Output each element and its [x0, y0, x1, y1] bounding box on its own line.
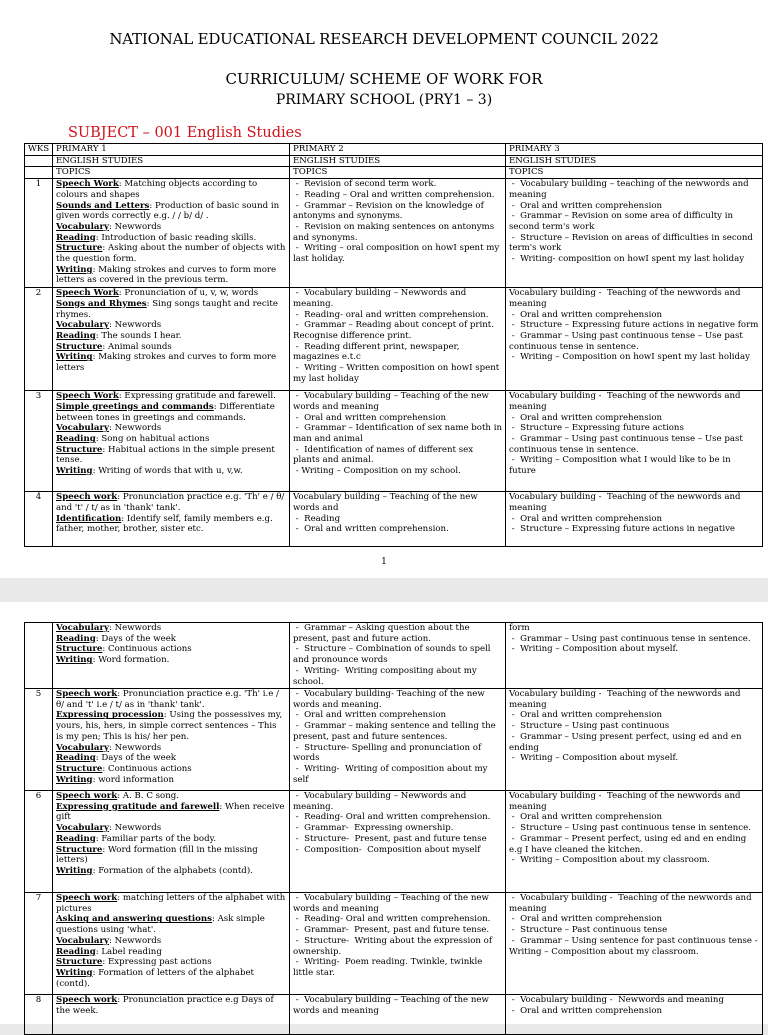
- topic-entry: [56, 514, 286, 535]
- topic-line: - Oral and written comprehension: [509, 812, 663, 823]
- topic-entry: [56, 936, 286, 947]
- primary-1-cell: [53, 623, 290, 689]
- topic-line: - Grammar – Identification of sex name both in man and animal: [293, 423, 505, 444]
- topic-line: - Vocabulary building - Teaching of the newwords and meaning: [509, 893, 755, 914]
- primary-3-cell: [506, 391, 763, 492]
- topic-label: Writing: [56, 352, 93, 363]
- topic-text: : Making strokes and curves to form more letters: [56, 352, 279, 374]
- topic-line: form: [509, 623, 530, 633]
- topic-label: Vocabulary: [56, 935, 110, 946]
- topic-line: - Grammar – Using present perfect, using ed and en ending: [509, 731, 745, 753]
- table-row: [25, 391, 763, 492]
- week-rows-page-1: [25, 179, 763, 547]
- topic-text: : Pronunciation practice e.g. 'Th' e / θ/ and 't' / t/ as in 'thank' tank'.: [56, 492, 288, 513]
- topic-entry: [56, 423, 286, 434]
- topic-line: - Writing – Composition on howI spent my last holiday: [509, 352, 751, 363]
- topic-text: : Days of the week: [95, 753, 176, 764]
- topic-entry: [56, 775, 286, 786]
- topic-line: - Oral and written comprehension: [509, 710, 663, 721]
- week-number: 4: [25, 492, 53, 547]
- studies-label-3: ENGLISH STUDIES: [506, 155, 763, 167]
- topic-text: : Newwords: [109, 935, 162, 946]
- topic-line: - Grammar – Using past continuous tense in sentence.: [509, 633, 751, 644]
- topic-label: Vocabulary: [56, 221, 110, 232]
- primary-1-cell: [53, 893, 290, 995]
- topic-text: : Habitual actions in the simple present tense.: [56, 444, 278, 466]
- topic-line: - Writing- Writing compositing about my school.: [293, 665, 480, 687]
- topic-line: - Writing – Written composition on howI spent my last holiday: [293, 363, 502, 384]
- topic-line: - Oral and written comprehension: [509, 914, 663, 925]
- topic-entry: [56, 655, 286, 666]
- topic-entry: [56, 179, 286, 200]
- document-page-2: [0, 602, 768, 1024]
- topic-line: - Structure – Revision on areas of difficulties in second term's work: [509, 232, 756, 254]
- topic-line: - Reading: [293, 513, 341, 524]
- topic-text: : Newwords: [109, 742, 162, 753]
- primary-3-cell: [506, 179, 763, 288]
- topic-line: - Revision on making sentences on antonyms and synonyms.: [293, 221, 497, 243]
- table-row: [25, 623, 763, 689]
- topic-label: Reading: [56, 753, 96, 764]
- primary-1-cell: [53, 179, 290, 288]
- week-number: 8: [25, 995, 53, 1035]
- topic-text: : Sing songs taught and recite rhymes.: [56, 298, 281, 320]
- topic-entry: [56, 233, 286, 244]
- topic-line: - Writing – Composition on my school.: [293, 466, 461, 477]
- table-row: [25, 995, 763, 1035]
- topic-line: - Reading – Oral and written comprehension.: [293, 189, 495, 200]
- topic-text: : Asking about the number of objects with the question form.: [56, 243, 289, 265]
- topic-line: - Grammar – Using past continuous tense – Use past continuous tense in sentence.: [509, 433, 746, 455]
- topic-label: Structure: [56, 844, 103, 855]
- topic-text: : Production of basic sound in given words correctly e.g. / / b/ d/ .: [56, 200, 282, 222]
- topic-text: : Familiar parts of the body.: [95, 833, 217, 844]
- primary-3-cell: [506, 288, 763, 391]
- topic-text: : Word formation (fill in the missing letters): [56, 844, 261, 866]
- week-number: 6: [25, 791, 53, 893]
- topic-text: : Ask simple questions using 'what'.: [56, 914, 268, 936]
- topic-line: - Structure – Combination of sounds to spell and pronounce words: [293, 644, 494, 666]
- topic-line: Vocabulary building - Teaching of the newwords and meaning: [509, 288, 744, 309]
- topic-label: Vocabulary: [56, 320, 110, 331]
- topic-text: : Expressing gratitude and farewell.: [118, 391, 276, 402]
- topic-label: Structure: [56, 341, 103, 352]
- topic-text: : A. B. C song.: [117, 791, 179, 801]
- topic-line: - Vocabulary building – Newwords and meaning.: [293, 288, 469, 309]
- table-row: [25, 492, 763, 547]
- topic-label: Writing: [56, 655, 93, 666]
- document-subtitle: CURRICULUM/ SCHEME OF WORK FOR: [225, 70, 543, 88]
- topic-line: - Structure – Using past continuous: [509, 721, 670, 732]
- topic-entry: [56, 331, 286, 342]
- topic-text: : Using the possessives my, yours, his, hers, in simple correct sentences – This is my pen; This is his/ her pen.: [56, 710, 285, 742]
- topic-entry: [56, 644, 286, 655]
- topic-line: - Grammar- Present, past and future tense.: [293, 925, 490, 936]
- document-subtitle-2: PRIMARY SCHOOL (PRY1 – 3): [275, 92, 493, 108]
- topic-line: - Grammar – Revision on the knowledge of antonyms and synonyms.: [293, 200, 487, 222]
- topic-line: - Structure- Present, past and future tense: [293, 833, 487, 844]
- page-number: 1: [381, 557, 387, 567]
- topic-line: Vocabulary building - Teaching of the newwords and meaning: [509, 689, 744, 710]
- topic-line: - Writing – Composition about myself.: [509, 644, 679, 655]
- topic-line: - Revision of second term work.: [293, 179, 437, 190]
- topic-label: Expressing gratitude and farewell: [56, 801, 220, 812]
- topic-text: : Song on habitual actions: [95, 433, 210, 444]
- primary-1-cell: [53, 288, 290, 391]
- topic-line: - Writing – Composition what I would like to be in future: [509, 455, 734, 477]
- topic-line: - Structure – Expressing future actions in negative form: [509, 320, 759, 331]
- primary-1-cell: [53, 995, 290, 1035]
- topic-entry: [56, 866, 286, 877]
- topic-line: - Oral and written comprehension: [509, 200, 663, 211]
- topic-label: Writing: [56, 466, 93, 477]
- primary-1-cell: [53, 791, 290, 893]
- topic-text: : Word formation.: [92, 655, 170, 666]
- topic-label: Expressing procession: [56, 710, 164, 721]
- primary-2-cell: [290, 791, 506, 893]
- topic-entry: [56, 689, 286, 710]
- topic-label: Vocabulary: [56, 823, 110, 834]
- topic-entry: [56, 402, 286, 423]
- topic-line: - Reading- oral and written comprehension.: [293, 309, 489, 320]
- col-header-primary-2: PRIMARY 2: [290, 144, 506, 156]
- topic-entry: [56, 743, 286, 754]
- topic-label: Reading: [56, 330, 96, 341]
- subheader-row-topics: [25, 167, 763, 179]
- topic-entry: [56, 845, 286, 866]
- topic-text: : Newwords: [109, 221, 162, 232]
- topic-line: - Structure- Spelling and pronunciation of words: [293, 742, 484, 764]
- topic-label: Speech work: [56, 689, 118, 699]
- topic-line: - Oral and written comprehension: [293, 412, 447, 423]
- topic-label: Vocabulary: [56, 623, 110, 633]
- primary-3-cell: [506, 995, 763, 1035]
- topic-text: : Making strokes and curves to form more letters as covered in the previous term.: [56, 264, 279, 286]
- topic-line: - Vocabulary building – Teaching of the new words and meaning: [293, 995, 492, 1016]
- topic-text: : Formation of the alphabets (contd).: [92, 865, 253, 876]
- topic-label: Reading: [56, 433, 96, 444]
- week-number: [25, 623, 53, 689]
- topic-line: - Vocabulary building – Teaching of the new words and meaning: [293, 391, 492, 412]
- topic-entry: [56, 623, 286, 634]
- topic-line: - Vocabulary building – Teaching of the new words and meaning: [293, 893, 492, 914]
- topic-entry: [56, 791, 286, 802]
- topic-line: - Reading- Oral and written comprehension.: [293, 812, 491, 823]
- topic-label: Reading: [56, 232, 96, 243]
- topic-line: - Structure- Writing about the expression of ownership.: [293, 935, 495, 957]
- topic-entry: [56, 834, 286, 845]
- topic-text: : matching letters of the alphabet with pictures: [56, 893, 289, 914]
- topic-entry: [56, 753, 286, 764]
- scheme-table-page-2: [24, 622, 763, 1035]
- topic-text: : Identify self, family members e.g. father, mother, brother, sister etc.: [56, 513, 276, 535]
- primary-2-cell: [290, 893, 506, 995]
- topic-entry: [56, 201, 286, 222]
- topic-label: Writing: [56, 865, 93, 876]
- topic-line: - Structure – Past continuous tense: [509, 925, 668, 936]
- topic-line: - Grammar – Present perfect, using ed and en ending e.g I have cleaned the kitchen.: [509, 833, 750, 855]
- topic-line: - Structure – Using past continuous tense in sentence.: [509, 823, 751, 834]
- topic-label: Speech Work: [56, 179, 119, 190]
- document-title: NATIONAL EDUCATIONAL RESEARCH DEVELOPMENT COUNCIL 2022: [109, 30, 659, 48]
- topic-text: : Newwords: [109, 823, 162, 834]
- topic-label: Structure: [56, 243, 103, 254]
- table-row: [25, 288, 763, 391]
- topics-label-2: TOPICS: [290, 167, 506, 179]
- topic-entry: [56, 265, 286, 286]
- topic-line: - Oral and written comprehension: [509, 412, 663, 423]
- topic-entry: [56, 342, 286, 353]
- topic-text: : Formation of letters of the alphabet (contd).: [56, 967, 257, 989]
- topic-line: - Oral and written comprehension: [509, 309, 663, 320]
- table-row: [25, 689, 763, 791]
- topic-text: : Writing of words that with u, v,w.: [92, 466, 243, 477]
- week-number: 3: [25, 391, 53, 492]
- topic-line: - Writing – oral composition on howI spent my last holiday.: [293, 243, 502, 265]
- topic-label: Speech Work: [56, 288, 119, 299]
- topic-line: - Vocabulary building- Teaching of the new words and meaning.: [293, 689, 488, 710]
- topic-text: : Continuous actions: [102, 644, 192, 655]
- topic-line: - Structure – Expressing future actions in negative: [509, 524, 736, 535]
- topic-entry: [56, 391, 286, 402]
- primary-2-cell: [290, 623, 506, 689]
- topic-line: - Writing- Writing of composition about my self: [293, 763, 491, 785]
- topic-line: - Writing- Poem reading. Twinkle, twinkle little star.: [293, 957, 486, 978]
- topic-label: Speech Work: [56, 391, 119, 402]
- studies-label-2: ENGLISH STUDIES: [290, 155, 506, 167]
- topic-line: - Oral and written comprehension: [509, 1005, 663, 1016]
- topic-entry: [56, 222, 286, 233]
- table-row: [25, 791, 763, 893]
- primary-3-cell: [506, 492, 763, 547]
- topic-entry: [56, 288, 286, 299]
- primary-1-cell: [53, 492, 290, 547]
- topic-label: Writing: [56, 264, 93, 275]
- topic-line: - Grammar – Using past continuous tense – Use past continuous tense in sentence.: [509, 330, 746, 352]
- topic-line: - Writing – Composition about myself.: [509, 753, 679, 764]
- topic-entry: [56, 764, 286, 775]
- topic-text: : Pronunciation of u, v, w, words: [118, 288, 259, 299]
- topic-line: - Oral and written comprehension.: [293, 524, 449, 535]
- primary-3-cell: [506, 689, 763, 791]
- topic-label: Reading: [56, 833, 96, 844]
- table-row: [25, 893, 763, 995]
- topic-text: : Introduction of basic reading skills.: [95, 232, 257, 243]
- primary-2-cell: [290, 288, 506, 391]
- topic-line: Vocabulary building - Teaching of the newwords and meaning: [509, 791, 744, 812]
- topics-label-3: TOPICS: [506, 167, 763, 179]
- topic-label: Reading: [56, 633, 96, 644]
- topic-line: - Composition- Composition about myself: [293, 844, 481, 855]
- topic-label: Structure: [56, 444, 103, 455]
- topic-line: Vocabulary building - Teaching of the newwords and meaning: [509, 492, 744, 513]
- topic-line: - Writing – Composition about my classroom.: [509, 855, 710, 866]
- topic-entry: [56, 299, 286, 320]
- topic-entry: [56, 947, 286, 958]
- topic-label: Asking and answering questions: [56, 914, 212, 925]
- topic-entry: [56, 710, 286, 742]
- topic-text: : Matching objects according to colours and shapes: [56, 179, 260, 200]
- topic-text: : word information: [92, 774, 174, 785]
- header-row: [25, 144, 763, 156]
- topic-text: : When receive gift: [56, 801, 288, 823]
- topic-label: Speech work: [56, 492, 118, 503]
- topic-line: - Oral and written comprehension: [509, 513, 663, 524]
- topic-entry: [56, 995, 286, 1016]
- topic-label: Reading: [56, 946, 96, 957]
- topic-entry: [56, 823, 286, 834]
- topic-label: Identification: [56, 513, 122, 524]
- topic-line: - Oral and written comprehension: [293, 710, 447, 721]
- topic-text: : Label reading: [95, 946, 162, 957]
- topic-line: - Grammar- Expressing ownership.: [293, 823, 454, 834]
- topic-line: - Writing- composition on howI spent my last holiday: [509, 254, 745, 265]
- subheader-row-studies: [25, 155, 763, 167]
- topic-label: Vocabulary: [56, 423, 110, 434]
- topic-entry: [56, 492, 286, 513]
- primary-2-cell: [290, 179, 506, 288]
- primary-1-cell: [53, 391, 290, 492]
- primary-1-cell: [53, 689, 290, 791]
- topic-line: - Grammar – making sentence and telling the present, past and future sentences.: [293, 721, 499, 742]
- week-number: 5: [25, 689, 53, 791]
- topic-text: : Continuous actions: [102, 763, 192, 774]
- table-row: [25, 179, 763, 288]
- topic-text: : Newwords: [109, 320, 162, 331]
- topic-entry: [56, 466, 286, 477]
- topic-label: Structure: [56, 957, 103, 968]
- topic-line: - Grammar – Revision on some area of difficulty in second term's work: [509, 211, 736, 232]
- topic-line: - Structure – Expressing future actions: [509, 423, 684, 434]
- topic-text: : Expressing past actions: [102, 957, 212, 968]
- topic-line: - Vocabulary building – Newwords and meaning.: [293, 791, 469, 812]
- topic-label: Simple greetings and commands: [56, 401, 214, 412]
- topic-line: Vocabulary building - Teaching of the newwords and meaning: [509, 391, 744, 412]
- topic-line: - Grammar – Asking question about the present, past and future action.: [293, 623, 473, 644]
- week-rows-page-2: [25, 623, 763, 1035]
- primary-3-cell: [506, 623, 763, 689]
- primary-2-cell: [290, 492, 506, 547]
- topic-entry: [56, 445, 286, 466]
- topic-label: Speech work: [56, 893, 118, 903]
- topic-entry: [56, 957, 286, 968]
- subject-heading: SUBJECT – 001 English Studies: [68, 125, 302, 141]
- topic-label: Sounds and Letters: [56, 200, 150, 211]
- week-number: 2: [25, 288, 53, 391]
- topic-text: : Animal sounds: [102, 341, 172, 352]
- topic-line: - Grammar – Using sentence for past continuous tense - Writing – Composition about my classroom.: [509, 935, 764, 957]
- topic-entry: [56, 893, 289, 914]
- topic-line: - Reading different print, newspaper, magazines e.t.c: [293, 341, 463, 363]
- topic-line: Vocabulary building – Teaching of the new words and: [293, 492, 481, 513]
- topic-label: Structure: [56, 763, 103, 774]
- topic-line: - Grammar – Reading about concept of print. Recognise difference print.: [293, 320, 497, 341]
- week-number: 7: [25, 893, 53, 995]
- topic-line: - Vocabulary building - Newwords and meaning: [509, 995, 724, 1005]
- topic-entry: [56, 634, 286, 645]
- topic-text: : Differentiate between tones in greetings and commands.: [56, 401, 278, 423]
- topic-label: Speech work: [56, 791, 118, 801]
- topic-line: - Identification of names of different sex plants and animal.: [293, 444, 476, 466]
- topic-entry: [56, 968, 286, 989]
- topic-label: Vocabulary: [56, 742, 110, 753]
- topic-label: Speech work: [56, 995, 118, 1005]
- topic-label: Songs and Rhymes: [56, 298, 147, 309]
- topic-entry: [56, 434, 286, 445]
- topic-text: : Pronunciation practice e.g. 'Th' i.e / θ/ and 't' i.e / t/ as in 'thank' tank'.: [56, 689, 282, 710]
- topic-line: - Reading- Oral and written comprehension.: [293, 914, 491, 925]
- topic-entry: [56, 352, 286, 373]
- topic-text: : The sounds I hear.: [95, 330, 182, 341]
- topic-text: : Days of the week: [95, 633, 176, 644]
- primary-2-cell: [290, 689, 506, 791]
- scheme-table-page-1: [24, 143, 763, 547]
- primary-3-cell: [506, 791, 763, 893]
- topic-label: Writing: [56, 967, 93, 978]
- topic-text: : Newwords: [109, 423, 162, 434]
- topic-entry: [56, 320, 286, 331]
- topic-entry: [56, 243, 289, 265]
- topics-label-1: TOPICS: [53, 167, 290, 179]
- topic-label: Structure: [56, 644, 103, 655]
- topic-label: Writing: [56, 774, 93, 785]
- primary-2-cell: [290, 391, 506, 492]
- primary-3-cell: [506, 893, 763, 995]
- col-header-primary-1: PRIMARY 1: [53, 144, 290, 156]
- wks-header: WKS: [25, 144, 53, 156]
- topic-text: : Newwords: [109, 623, 162, 633]
- week-number: 1: [25, 179, 53, 288]
- topic-entry: [56, 914, 286, 935]
- topic-text: : Pronunciation practice e.g Days of the week.: [56, 995, 277, 1016]
- topic-line: - Vocabulary building – teaching of the newwords and meaning: [509, 179, 752, 200]
- studies-label-1: ENGLISH STUDIES: [53, 155, 290, 167]
- primary-2-cell: [290, 995, 506, 1035]
- topic-entry: [56, 802, 286, 823]
- col-header-primary-3: PRIMARY 3: [506, 144, 763, 156]
